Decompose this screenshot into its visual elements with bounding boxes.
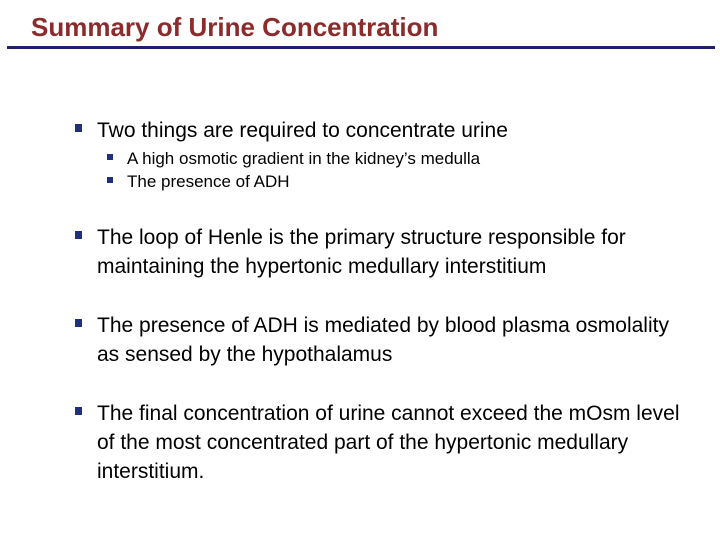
sub-bullet-item — [106, 170, 684, 193]
square-bullet-icon — [107, 154, 113, 160]
bullet-text: The final concentration of urine cannot exceed the mOsm level of the most concentrated part of the hypertonic medullary interstitium. — [97, 402, 680, 483]
sub-bullet-item — [106, 147, 684, 170]
square-bullet-icon — [75, 124, 82, 132]
sub-bullet-list — [106, 147, 684, 193]
bullet-item — [74, 311, 684, 369]
bullet-item — [74, 399, 684, 486]
bullet-text: Two things are required to concentrate urine — [97, 119, 508, 142]
slide-title: Summary of Urine Concentration — [31, 12, 439, 42]
square-bullet-icon — [107, 177, 113, 183]
slide-content — [74, 116, 684, 486]
bullet-item — [74, 116, 684, 193]
title-divider — [7, 46, 715, 49]
sub-bullet-text: The presence of ADH — [127, 172, 290, 191]
bullet-text: The loop of Henle is the primary structure responsible for maintaining the hypertonic medullary interstitium — [97, 226, 626, 278]
square-bullet-icon — [75, 407, 82, 415]
bullet-item — [74, 223, 684, 281]
bullet-text: The presence of ADH is mediated by blood plasma osmolality as sensed by the hypothalamus — [97, 314, 669, 366]
square-bullet-icon — [75, 319, 82, 327]
sub-bullet-text: A high osmotic gradient in the kidney’s medulla — [127, 149, 481, 168]
square-bullet-icon — [75, 231, 82, 239]
